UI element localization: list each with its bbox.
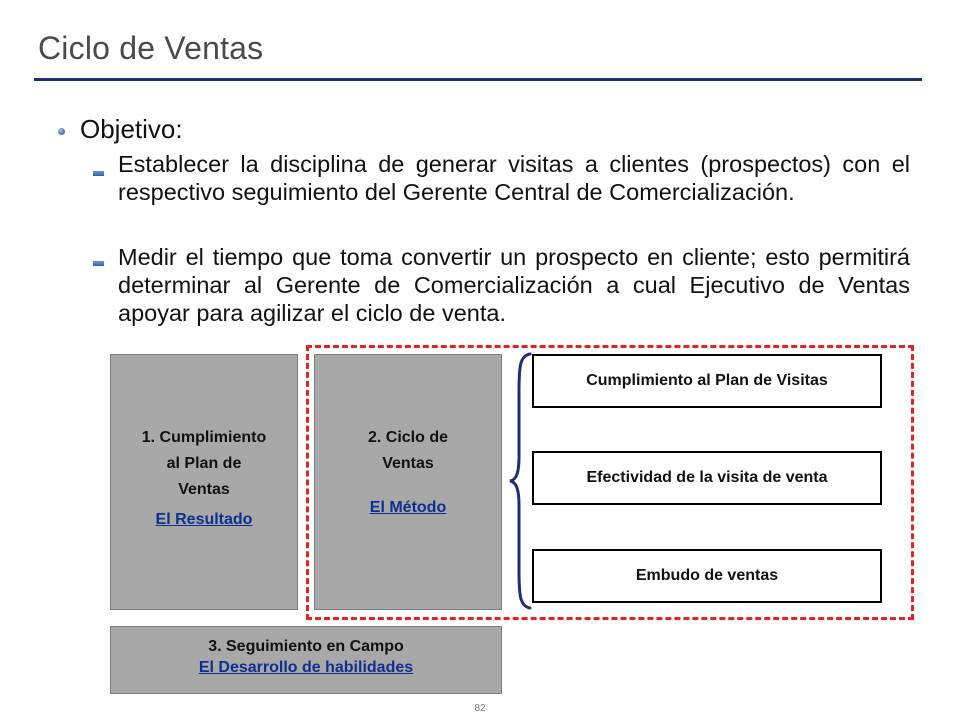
box-cumplimiento-plan-ventas — [110, 354, 298, 610]
box-seguimiento-en-campo — [110, 626, 502, 694]
bullet-dot-icon — [58, 128, 65, 135]
slide-title: Ciclo de Ventas — [38, 30, 264, 66]
dash-bullet-icon — [93, 171, 104, 176]
link-el-resultado[interactable]: El Resultado — [155, 511, 253, 528]
box1-title-line3: Ventas — [178, 481, 230, 498]
page-number: 82 — [474, 703, 486, 714]
objective-point-2: Medir el tiempo que toma convertir un prospecto en cliente; esto permitirá determinar al Gerente de Comercialización a cual Ejecutivo de Ventas apoyar para agilizar el ciclo de venta. — [118, 244, 910, 326]
dash-bullet-icon — [93, 261, 104, 266]
box2-title-line1: 2. Ciclo de — [367, 429, 449, 446]
box1-title-line2: al Plan de — [166, 455, 242, 472]
link-desarrollo-habilidades[interactable]: El Desarrollo de habilidades — [198, 659, 414, 676]
box1-title-line1: 1. Cumplimiento — [141, 429, 267, 446]
objective-point-1: Establecer la disciplina de generar visitas a clientes (prospectos) con el respectivo seguimiento del Gerente Central de Comercialización. — [118, 151, 910, 205]
outcome-embudo-ventas: Embudo de ventas — [532, 549, 882, 603]
link-el-metodo[interactable]: El Método — [369, 499, 447, 516]
box-ciclo-de-ventas — [314, 354, 502, 610]
box2-title-line2: Ventas — [382, 455, 434, 472]
outcome-cumplimiento-plan-visitas: Cumplimiento al Plan de Visitas — [532, 354, 882, 408]
curly-brace-icon — [508, 352, 534, 610]
box3-title: 3. Seguimiento en Campo — [208, 638, 404, 655]
title-divider — [34, 78, 922, 81]
outcome-efectividad-visita: Efectividad de la visita de venta — [532, 451, 882, 505]
objective-label: Objetivo: — [80, 114, 183, 144]
